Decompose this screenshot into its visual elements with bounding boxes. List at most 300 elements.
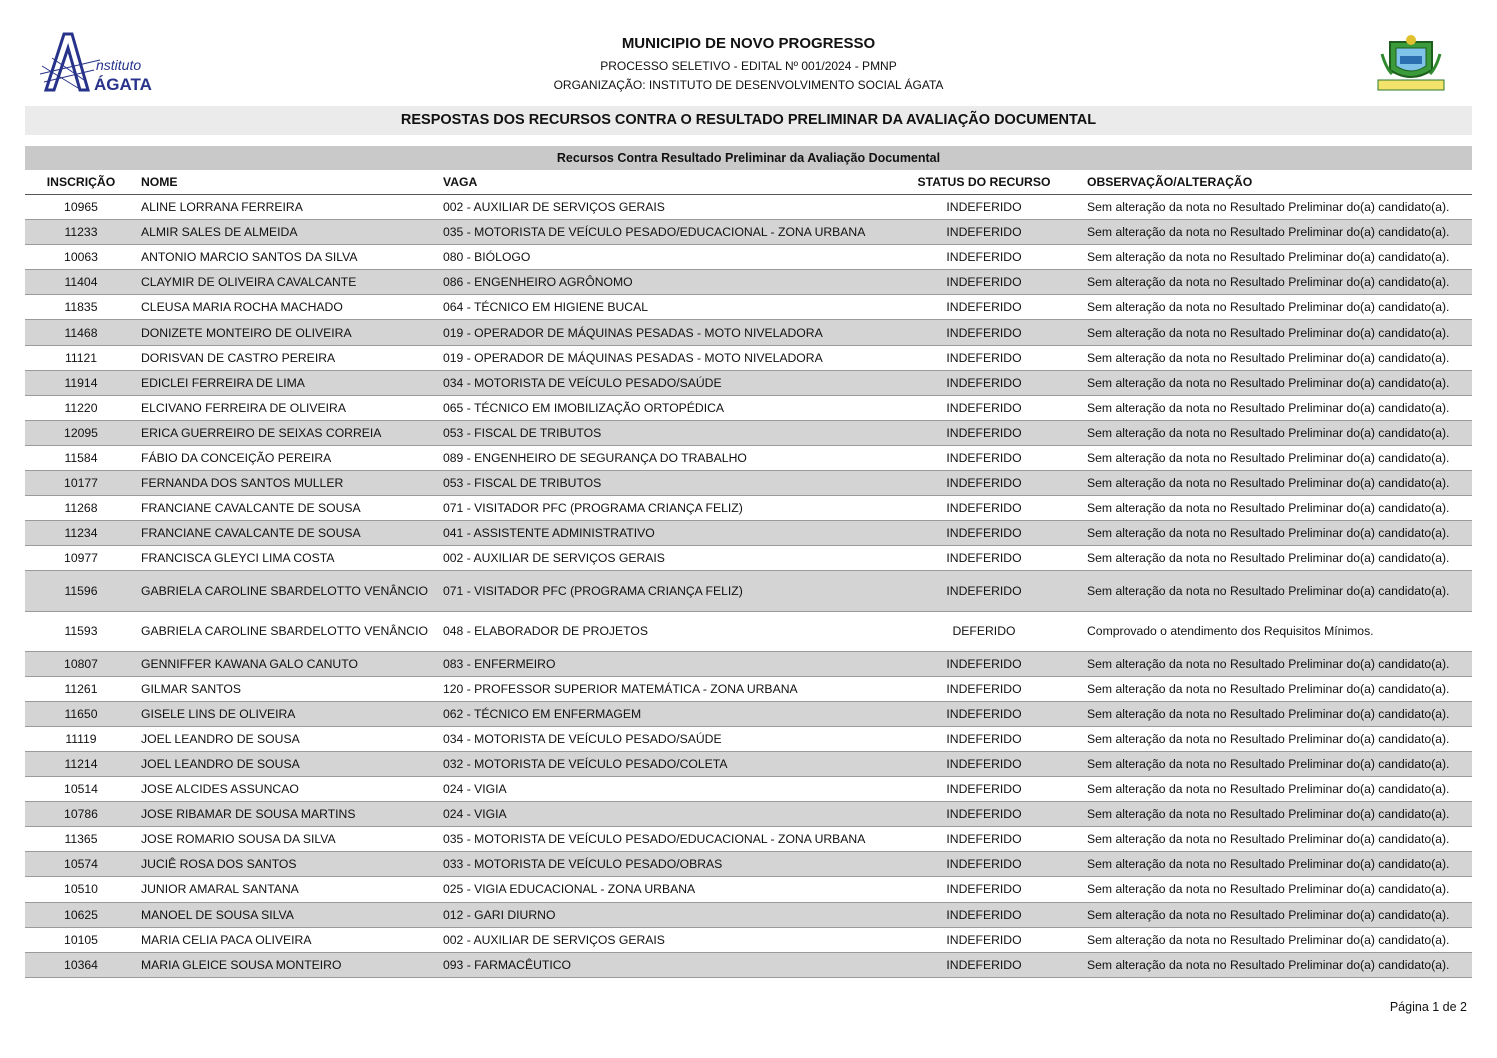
observacao-cell-text: Sem alteração da nota no Resultado Preliminar do(a) candidato(a). <box>1087 450 1450 465</box>
vaga-cell <box>443 751 901 776</box>
vaga-cell-text: 034 - MOTORISTA DE VEÍCULO PESADO/SAÚDE <box>443 375 722 390</box>
inscricao-cell-text: 11835 <box>64 300 98 315</box>
observacao-cell <box>1067 777 1472 802</box>
status-cell-text: INDEFERIDO <box>946 757 1022 772</box>
status-cell <box>901 521 1067 546</box>
observacao-cell <box>1067 611 1472 651</box>
nome-cell <box>137 852 443 877</box>
vaga-cell-text: 065 - TÉCNICO EM IMOBILIZAÇÃO ORTOPÉDICA <box>443 400 725 415</box>
vaga-cell-text: 120 - PROFESSOR SUPERIOR MATEMÁTICA - ZONA URBANA <box>443 681 798 696</box>
document-title: RESPOSTAS DOS RECURSOS CONTRA O RESULTADO PRELIMINAR DA AVALIAÇÃO DOCUMENTAL <box>25 106 1472 135</box>
process-line: PROCESSO SELETIVO - EDITAL Nº 001/2024 - PMNP <box>600 59 897 73</box>
status-cell <box>901 420 1067 445</box>
status-cell-text: INDEFERIDO <box>946 731 1022 746</box>
inscricao-cell <box>25 471 137 496</box>
observacao-cell-text: Sem alteração da nota no Resultado Preliminar do(a) candidato(a). <box>1087 681 1450 696</box>
observacao-cell-text: Sem alteração da nota no Resultado Preliminar do(a) candidato(a). <box>1087 501 1450 516</box>
inscricao-cell-text: 11365 <box>64 832 98 847</box>
vaga-cell <box>443 611 901 651</box>
table-row <box>25 195 1472 220</box>
observacao-cell-text: Sem alteração da nota no Resultado Preliminar do(a) candidato(a). <box>1087 832 1450 847</box>
status-cell-text: DEFERIDO <box>952 624 1016 639</box>
vaga-cell-text: 002 - AUXILIAR DE SERVIÇOS GERAIS <box>443 200 665 215</box>
status-cell-text: INDEFERIDO <box>946 400 1022 415</box>
table-row <box>25 676 1472 701</box>
table-row <box>25 521 1472 546</box>
status-cell <box>901 802 1067 827</box>
nome-cell-text: JOSE RIBAMAR DE SOUSA MARTINS <box>141 807 356 822</box>
status-cell-text: INDEFERIDO <box>946 526 1022 541</box>
observacao-cell <box>1067 877 1472 902</box>
table-row <box>25 651 1472 676</box>
inscricao-cell-text: 12095 <box>64 425 98 440</box>
results-table <box>25 170 1472 978</box>
status-cell <box>901 852 1067 877</box>
nome-cell-text: GENNIFFER KAWANA GALO CANUTO <box>141 656 358 671</box>
observacao-cell-text: Sem alteração da nota no Resultado Preliminar do(a) candidato(a). <box>1087 476 1450 491</box>
status-cell <box>901 701 1067 726</box>
nome-cell <box>137 571 443 611</box>
inscricao-cell-text: 10977 <box>64 551 98 566</box>
vaga-cell <box>443 651 901 676</box>
table-row <box>25 445 1472 470</box>
table-row <box>25 245 1472 270</box>
table-row <box>25 220 1472 245</box>
nome-cell <box>137 445 443 470</box>
table-row <box>25 726 1472 751</box>
organization-line: ORGANIZAÇÃO: INSTITUTO DE DESENVOLVIMENTO SOCIAL ÁGATA <box>553 78 944 92</box>
observacao-cell <box>1067 370 1472 395</box>
inscricao-cell <box>25 877 137 902</box>
vaga-cell <box>443 676 901 701</box>
observacao-cell-text: Sem alteração da nota no Resultado Preliminar do(a) candidato(a). <box>1087 656 1450 671</box>
table-row <box>25 611 1472 651</box>
inscricao-cell-text: 11233 <box>64 225 98 240</box>
table-body <box>25 195 1472 978</box>
nome-cell-text: JUNIOR AMARAL SANTANA <box>141 882 299 897</box>
inscricao-cell-text: 10510 <box>64 882 98 897</box>
status-cell <box>901 220 1067 245</box>
nome-cell <box>137 952 443 977</box>
observacao-cell <box>1067 902 1472 927</box>
table-row <box>25 395 1472 420</box>
vaga-cell-text: 093 - FARMACÊUTICO <box>443 957 571 972</box>
vaga-cell <box>443 701 901 726</box>
vaga-cell <box>443 445 901 470</box>
vaga-cell-text: 062 - TÉCNICO EM ENFERMAGEM <box>443 706 642 721</box>
nome-cell <box>137 195 443 220</box>
nome-cell-text: JOSE ALCIDES ASSUNCAO <box>141 782 299 797</box>
inscricao-cell-text: 10807 <box>64 656 98 671</box>
vaga-cell-text: 086 - ENGENHEIRO AGRÔNOMO <box>443 275 633 290</box>
status-cell-text: INDEFERIDO <box>946 425 1022 440</box>
table-row <box>25 952 1472 977</box>
status-cell <box>901 496 1067 521</box>
observacao-cell-text: Sem alteração da nota no Resultado Preliminar do(a) candidato(a). <box>1087 350 1450 365</box>
column-header-observacao: OBSERVAÇÃO/ALTERAÇÃO <box>1067 170 1472 195</box>
table-header-row <box>25 170 1472 195</box>
observacao-cell-text: Sem alteração da nota no Resultado Preliminar do(a) candidato(a). <box>1087 275 1450 290</box>
observacao-cell-text: Sem alteração da nota no Resultado Preliminar do(a) candidato(a). <box>1087 757 1450 772</box>
nome-cell <box>137 496 443 521</box>
status-cell-text: INDEFERIDO <box>946 706 1022 721</box>
inscricao-cell <box>25 345 137 370</box>
observacao-cell <box>1067 445 1472 470</box>
observacao-cell-text: Sem alteração da nota no Resultado Preliminar do(a) candidato(a). <box>1087 932 1450 947</box>
observacao-cell-text: Sem alteração da nota no Resultado Preliminar do(a) candidato(a). <box>1087 731 1450 746</box>
table-row <box>25 320 1472 345</box>
observacao-cell-text: Sem alteração da nota no Resultado Preliminar do(a) candidato(a). <box>1087 583 1450 598</box>
table-row <box>25 927 1472 952</box>
inscricao-cell <box>25 827 137 852</box>
nome-cell-text: CLEUSA MARIA ROCHA MACHADO <box>141 300 343 315</box>
nome-cell-text: MARIA GLEICE SOUSA MONTEIRO <box>141 957 342 972</box>
status-cell-text: INDEFERIDO <box>946 957 1022 972</box>
nome-cell-text: FRANCIANE CAVALCANTE DE SOUSA <box>141 526 361 541</box>
status-cell-text: INDEFERIDO <box>946 832 1022 847</box>
observacao-cell-text: Comprovado o atendimento dos Requisitos Mínimos. <box>1087 624 1374 639</box>
inscricao-cell <box>25 927 137 952</box>
inscricao-cell-text: 11404 <box>64 275 98 290</box>
status-cell <box>901 270 1067 295</box>
nome-cell-text: FERNANDA DOS SANTOS MULLER <box>141 476 344 491</box>
status-cell-text: INDEFERIDO <box>946 932 1022 947</box>
table-row <box>25 701 1472 726</box>
nome-cell <box>137 927 443 952</box>
nome-cell-text: GILMAR SANTOS <box>141 681 242 696</box>
status-cell-text: INDEFERIDO <box>946 300 1022 315</box>
status-cell <box>901 370 1067 395</box>
nome-cell-text: MANOEL DE SOUSA SILVA <box>141 907 294 922</box>
observacao-cell-text: Sem alteração da nota no Resultado Preliminar do(a) candidato(a). <box>1087 882 1450 897</box>
inscricao-cell <box>25 902 137 927</box>
results-table-container <box>25 146 1472 978</box>
vaga-cell <box>443 802 901 827</box>
inscricao-cell <box>25 751 137 776</box>
table-caption: Recursos Contra Resultado Preliminar da Avaliação Documental <box>25 146 1472 170</box>
nome-cell-text: ANTONIO MARCIO SANTOS DA SILVA <box>141 250 358 265</box>
observacao-cell-text: Sem alteração da nota no Resultado Preliminar do(a) candidato(a). <box>1087 807 1450 822</box>
nome-cell-text: GABRIELA CAROLINE SBARDELOTTO VENÂNCIO <box>141 624 428 639</box>
status-cell <box>901 295 1067 320</box>
nome-cell <box>137 802 443 827</box>
inscricao-cell-text: 10574 <box>64 857 98 872</box>
inscricao-cell-text: 11261 <box>64 681 98 696</box>
nome-cell <box>137 370 443 395</box>
inscricao-cell <box>25 370 137 395</box>
observacao-cell <box>1067 751 1472 776</box>
observacao-cell <box>1067 571 1472 611</box>
nome-cell-text: CLAYMIR DE OLIVEIRA CAVALCANTE <box>141 275 357 290</box>
observacao-cell-text: Sem alteração da nota no Resultado Preliminar do(a) candidato(a). <box>1087 375 1450 390</box>
observacao-cell <box>1067 320 1472 345</box>
status-cell-text: INDEFERIDO <box>946 476 1022 491</box>
observacao-cell <box>1067 270 1472 295</box>
vaga-cell <box>443 195 901 220</box>
status-cell-text: INDEFERIDO <box>946 857 1022 872</box>
observacao-cell-text: Sem alteração da nota no Resultado Preliminar do(a) candidato(a). <box>1087 907 1450 922</box>
inscricao-cell-text: 10364 <box>64 957 98 972</box>
observacao-cell-text: Sem alteração da nota no Resultado Preliminar do(a) candidato(a). <box>1087 400 1450 415</box>
vaga-cell-text: 012 - GARI DIURNO <box>443 907 556 922</box>
nome-cell-text: DONIZETE MONTEIRO DE OLIVEIRA <box>141 325 352 340</box>
inscricao-cell-text: 11584 <box>64 450 98 465</box>
observacao-cell-text: Sem alteração da nota no Resultado Preliminar do(a) candidato(a). <box>1087 551 1450 566</box>
nome-cell-text: FÁBIO DA CONCEIÇÃO PEREIRA <box>141 450 332 465</box>
vaga-cell <box>443 521 901 546</box>
observacao-cell-text: Sem alteração da nota no Resultado Preliminar do(a) candidato(a). <box>1087 857 1450 872</box>
status-cell-text: INDEFERIDO <box>946 325 1022 340</box>
observacao-cell-text: Sem alteração da nota no Resultado Preliminar do(a) candidato(a). <box>1087 957 1450 972</box>
observacao-cell <box>1067 701 1472 726</box>
nome-cell-text: GABRIELA CAROLINE SBARDELOTTO VENÂNCIO <box>141 583 428 598</box>
nome-cell <box>137 611 443 651</box>
inscricao-cell <box>25 701 137 726</box>
vaga-cell <box>443 245 901 270</box>
inscricao-cell-text: 11220 <box>64 400 98 415</box>
observacao-cell-text: Sem alteração da nota no Resultado Preliminar do(a) candidato(a). <box>1087 706 1450 721</box>
vaga-cell <box>443 777 901 802</box>
observacao-cell <box>1067 195 1472 220</box>
status-cell <box>901 445 1067 470</box>
vaga-cell-text: 053 - FISCAL DE TRIBUTOS <box>443 476 602 491</box>
status-cell-text: INDEFERIDO <box>946 375 1022 390</box>
vaga-cell-text: 053 - FISCAL DE TRIBUTOS <box>443 425 602 440</box>
municipal-coat-of-arms-icon <box>1376 34 1446 94</box>
status-cell <box>901 877 1067 902</box>
vaga-cell <box>443 220 901 245</box>
observacao-cell <box>1067 471 1472 496</box>
table-row <box>25 420 1472 445</box>
inscricao-cell <box>25 952 137 977</box>
nome-cell <box>137 701 443 726</box>
inscricao-cell <box>25 295 137 320</box>
nome-cell-text: JUCIÊ ROSA DOS SANTOS <box>141 857 297 872</box>
status-cell <box>901 927 1067 952</box>
inscricao-cell-text: 10965 <box>64 200 98 215</box>
status-cell-text: INDEFERIDO <box>946 225 1022 240</box>
status-cell-text: INDEFERIDO <box>946 200 1022 215</box>
table-row <box>25 571 1472 611</box>
column-header-inscricao: INSCRIÇÃO <box>25 170 137 195</box>
nome-cell-text: ALINE LORRANA FERREIRA <box>141 200 303 215</box>
inscricao-cell <box>25 395 137 420</box>
inscricao-cell <box>25 521 137 546</box>
vaga-cell-text: 048 - ELABORADOR DE PROJETOS <box>443 624 648 639</box>
status-cell <box>901 676 1067 701</box>
inscricao-cell <box>25 320 137 345</box>
observacao-cell <box>1067 496 1472 521</box>
status-cell <box>901 345 1067 370</box>
vaga-cell <box>443 420 901 445</box>
inscricao-cell-text: 11121 <box>64 350 98 365</box>
vaga-cell <box>443 927 901 952</box>
svg-text:nstituto: nstituto <box>96 57 142 73</box>
inscricao-cell <box>25 420 137 445</box>
vaga-cell-text: 089 - ENGENHEIRO DE SEGURANÇA DO TRABALHO <box>443 450 747 465</box>
nome-cell <box>137 726 443 751</box>
vaga-cell-text: 019 - OPERADOR DE MÁQUINAS PESADAS - MOTO NIVELADORA <box>443 350 823 365</box>
table-row <box>25 295 1472 320</box>
column-header-status: STATUS DO RECURSO <box>901 170 1067 195</box>
vaga-cell <box>443 270 901 295</box>
table-row <box>25 877 1472 902</box>
status-cell <box>901 777 1067 802</box>
observacao-cell <box>1067 802 1472 827</box>
nome-cell <box>137 245 443 270</box>
table-row <box>25 370 1472 395</box>
status-cell <box>901 651 1067 676</box>
inscricao-cell <box>25 802 137 827</box>
observacao-cell <box>1067 546 1472 571</box>
nome-cell <box>137 651 443 676</box>
table-row <box>25 827 1472 852</box>
inscricao-cell <box>25 270 137 295</box>
inscricao-cell-text: 10786 <box>64 807 98 822</box>
status-cell-text: INDEFERIDO <box>946 907 1022 922</box>
inscricao-cell-text: 11234 <box>64 526 98 541</box>
observacao-cell <box>1067 726 1472 751</box>
vaga-cell-text: 064 - TÉCNICO EM HIGIENE BUCAL <box>443 300 648 315</box>
nome-cell <box>137 902 443 927</box>
status-cell <box>901 245 1067 270</box>
status-cell <box>901 726 1067 751</box>
vaga-cell <box>443 345 901 370</box>
nome-cell-text: JOSE ROMARIO SOUSA DA SILVA <box>141 832 336 847</box>
nome-cell <box>137 676 443 701</box>
inscricao-cell <box>25 777 137 802</box>
status-cell <box>901 471 1067 496</box>
observacao-cell <box>1067 345 1472 370</box>
column-header-vaga: VAGA <box>443 170 901 195</box>
vaga-cell <box>443 395 901 420</box>
vaga-cell-text: 035 - MOTORISTA DE VEÍCULO PESADO/EDUCACIONAL - ZONA URBANA <box>443 832 866 847</box>
vaga-cell-text: 024 - VIGIA <box>443 807 507 822</box>
vaga-cell-text: 002 - AUXILIAR DE SERVIÇOS GERAIS <box>443 932 665 947</box>
observacao-cell <box>1067 521 1472 546</box>
column-header-nome: NOME <box>137 170 443 195</box>
observacao-cell-text: Sem alteração da nota no Resultado Preliminar do(a) candidato(a). <box>1087 782 1450 797</box>
status-cell <box>901 546 1067 571</box>
status-cell-text: INDEFERIDO <box>946 350 1022 365</box>
status-cell <box>901 902 1067 927</box>
vaga-cell-text: 019 - OPERADOR DE MÁQUINAS PESADAS - MOTO NIVELADORA <box>443 325 823 340</box>
observacao-cell-text: Sem alteração da nota no Resultado Preliminar do(a) candidato(a). <box>1087 250 1450 265</box>
nome-cell-text: EDICLEI FERREIRA DE LIMA <box>141 375 305 390</box>
inscricao-cell <box>25 726 137 751</box>
status-cell <box>901 827 1067 852</box>
inscricao-cell <box>25 220 137 245</box>
nome-cell <box>137 270 443 295</box>
vaga-cell <box>443 546 901 571</box>
inscricao-cell-text: 11650 <box>64 706 98 721</box>
inscricao-cell <box>25 611 137 651</box>
table-row <box>25 471 1472 496</box>
observacao-cell-text: Sem alteração da nota no Resultado Preliminar do(a) candidato(a). <box>1087 225 1450 240</box>
vaga-cell <box>443 902 901 927</box>
table-row <box>25 345 1472 370</box>
vaga-cell-text: 071 - VISITADOR PFC (PROGRAMA CRIANÇA FELIZ) <box>443 501 743 516</box>
observacao-cell-text: Sem alteração da nota no Resultado Preliminar do(a) candidato(a). <box>1087 325 1450 340</box>
observacao-cell-text: Sem alteração da nota no Resultado Preliminar do(a) candidato(a). <box>1087 300 1450 315</box>
observacao-cell <box>1067 852 1472 877</box>
vaga-cell-text: 025 - VIGIA EDUCACIONAL - ZONA URBANA <box>443 882 696 897</box>
observacao-cell <box>1067 651 1472 676</box>
nome-cell <box>137 345 443 370</box>
inscricao-cell-text: 11119 <box>65 731 97 746</box>
nome-cell <box>137 751 443 776</box>
vaga-cell <box>443 571 901 611</box>
observacao-cell-text: Sem alteração da nota no Resultado Preliminar do(a) candidato(a). <box>1087 425 1450 440</box>
vaga-cell-text: 083 - ENFERMEIRO <box>443 656 556 671</box>
observacao-cell <box>1067 827 1472 852</box>
observacao-cell-text: Sem alteração da nota no Resultado Preliminar do(a) candidato(a). <box>1087 526 1450 541</box>
nome-cell-text: JOEL LEANDRO DE SOUSA <box>141 731 300 746</box>
inscricao-cell <box>25 245 137 270</box>
inscricao-cell <box>25 651 137 676</box>
inscricao-cell <box>25 195 137 220</box>
status-cell-text: INDEFERIDO <box>946 782 1022 797</box>
vaga-cell <box>443 496 901 521</box>
status-cell <box>901 571 1067 611</box>
inscricao-cell-text: 11593 <box>64 624 98 639</box>
inscricao-cell-text: 11914 <box>64 375 98 390</box>
inscricao-cell-text: 11268 <box>64 501 98 516</box>
status-cell <box>901 751 1067 776</box>
vaga-cell <box>443 726 901 751</box>
observacao-cell-text: Sem alteração da nota no Resultado Preliminar do(a) candidato(a). <box>1087 200 1450 215</box>
status-cell-text: INDEFERIDO <box>946 882 1022 897</box>
nome-cell-text: ERICA GUERREIRO DE SEIXAS CORREIA <box>141 425 382 440</box>
table-row <box>25 802 1472 827</box>
status-cell-text: INDEFERIDO <box>946 807 1022 822</box>
status-cell-text: INDEFERIDO <box>946 656 1022 671</box>
vaga-cell-text: 033 - MOTORISTA DE VEÍCULO PESADO/OBRAS <box>443 857 723 872</box>
status-cell-text: INDEFERIDO <box>946 583 1022 598</box>
inscricao-cell-text: 10063 <box>64 250 98 265</box>
vaga-cell <box>443 852 901 877</box>
svg-text:ÁGATA: ÁGATA <box>94 75 152 94</box>
observacao-cell <box>1067 395 1472 420</box>
nome-cell <box>137 827 443 852</box>
nome-cell-text: ALMIR SALES DE ALMEIDA <box>141 225 298 240</box>
nome-cell <box>137 220 443 245</box>
nome-cell <box>137 521 443 546</box>
nome-cell <box>137 777 443 802</box>
table-row <box>25 902 1472 927</box>
inscricao-cell <box>25 445 137 470</box>
nome-cell-text: GISELE LINS DE OLIVEIRA <box>141 706 296 721</box>
table-row <box>25 777 1472 802</box>
inscricao-cell-text: 11468 <box>64 325 98 340</box>
status-cell <box>901 611 1067 651</box>
vaga-cell <box>443 952 901 977</box>
observacao-cell <box>1067 927 1472 952</box>
nome-cell <box>137 295 443 320</box>
nome-cell-text: ELCIVANO FERREIRA DE OLIVEIRA <box>141 400 346 415</box>
nome-cell <box>137 471 443 496</box>
inscricao-cell <box>25 852 137 877</box>
nome-cell <box>137 395 443 420</box>
status-cell-text: INDEFERIDO <box>946 250 1022 265</box>
vaga-cell <box>443 370 901 395</box>
nome-cell-text: MARIA CELIA PACA OLIVEIRA <box>141 932 312 947</box>
observacao-cell <box>1067 295 1472 320</box>
vaga-cell <box>443 295 901 320</box>
status-cell-text: INDEFERIDO <box>946 681 1022 696</box>
table-row <box>25 546 1472 571</box>
status-cell <box>901 395 1067 420</box>
